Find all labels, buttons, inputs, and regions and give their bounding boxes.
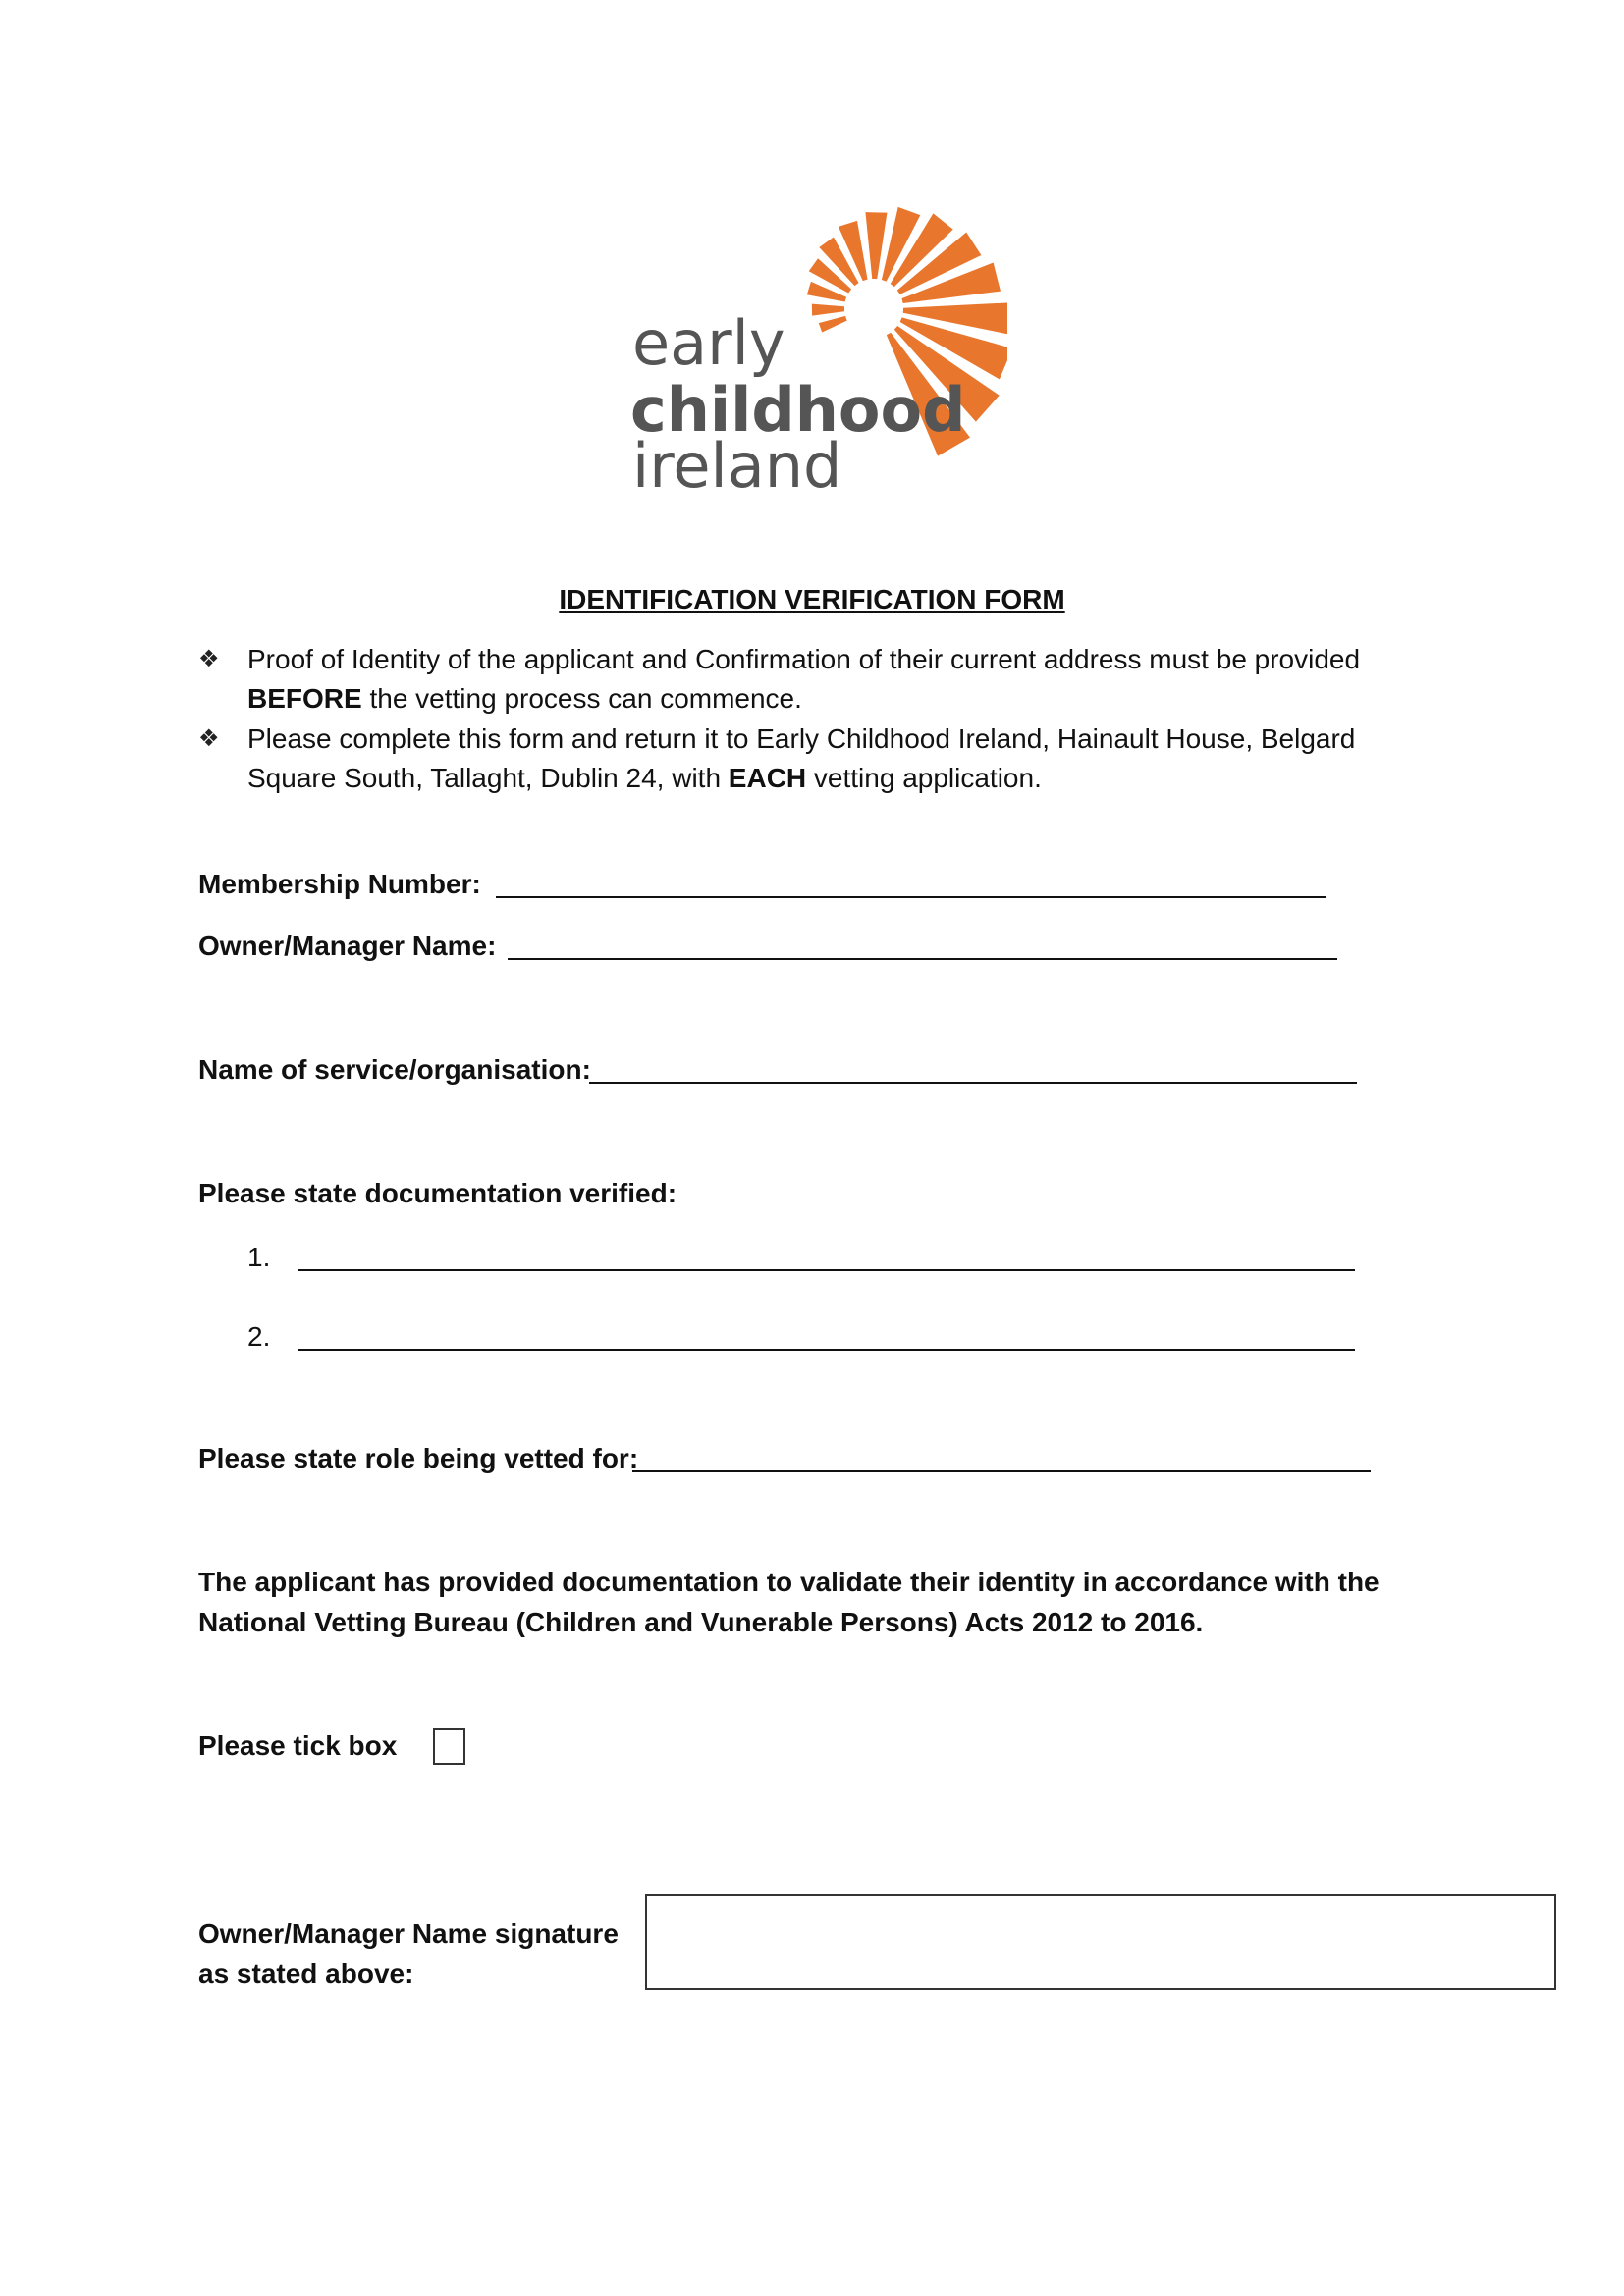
owner-manager-name-label: Owner/Manager Name: — [198, 931, 497, 961]
documentation-field-2[interactable] — [298, 1349, 1355, 1351]
documentation-field-1[interactable] — [298, 1269, 1355, 1271]
bullet-item-2 — [247, 720, 1426, 798]
signature-label-line-2: as stated above: — [198, 1958, 414, 1989]
membership-number-label: Membership Number: — [198, 869, 481, 899]
service-name-label: Name of service/organisation: — [198, 1054, 591, 1085]
owner-manager-name-field[interactable] — [508, 958, 1337, 960]
bullet-1-line2: the vetting process can commence. — [361, 683, 802, 714]
role-field[interactable] — [632, 1470, 1371, 1472]
logo-ray — [865, 212, 887, 279]
bullet-2-line2-rest: vetting application. — [806, 763, 1042, 793]
bullet-2-line1: Please complete this form and return it to Early Childhood Ireland, Hainault House, Belgard — [247, 723, 1356, 754]
bullet-2-line2-pre: Square South, Tallaght, Dublin 24, with — [247, 763, 729, 793]
sunburst-logo-icon — [624, 192, 1007, 497]
logo-word-ireland: ireland — [632, 430, 842, 497]
tick-box-label: Please tick box — [198, 1731, 398, 1761]
doc-item-number-2: 2. — [247, 1321, 271, 1352]
role-label: Please state role being vetted for: — [198, 1443, 639, 1473]
membership-number-field[interactable] — [496, 896, 1326, 898]
form-title: IDENTIFICATION VERIFICATION FORM — [559, 584, 1065, 614]
service-name-field[interactable] — [589, 1082, 1357, 1084]
logo-word-childhood: childhood — [630, 374, 966, 446]
bullet-item-1 — [247, 640, 1426, 719]
diamond-bullet-icon: ❖ — [198, 646, 220, 672]
doc-item-number-1: 1. — [247, 1242, 271, 1272]
signature-label-line-1: Owner/Manager Name signature — [198, 1918, 619, 1949]
bullet-1-bold: BEFORE — [247, 683, 362, 714]
bullet-2-bold: EACH — [728, 763, 807, 793]
documentation-label: Please state documentation verified: — [198, 1178, 677, 1208]
logo-ray — [812, 304, 844, 316]
diamond-bullet-icon: ❖ — [198, 725, 220, 752]
declaration-line-1: The applicant has provided documentation to validate their identity in accordance with the — [198, 1567, 1380, 1597]
tick-checkbox[interactable] — [433, 1728, 465, 1765]
declaration-line-2: National Vetting Bureau (Children and Vunerable Persons) Acts 2012 to 2016. — [198, 1607, 1204, 1637]
logo-word-early: early — [632, 307, 785, 379]
logo-ray — [819, 316, 847, 333]
signature-box[interactable] — [645, 1894, 1556, 1990]
logo — [624, 192, 1007, 497]
bullet-1-line1: Proof of Identity of the applicant and Confirmation of their current address must be provided — [247, 644, 1361, 674]
